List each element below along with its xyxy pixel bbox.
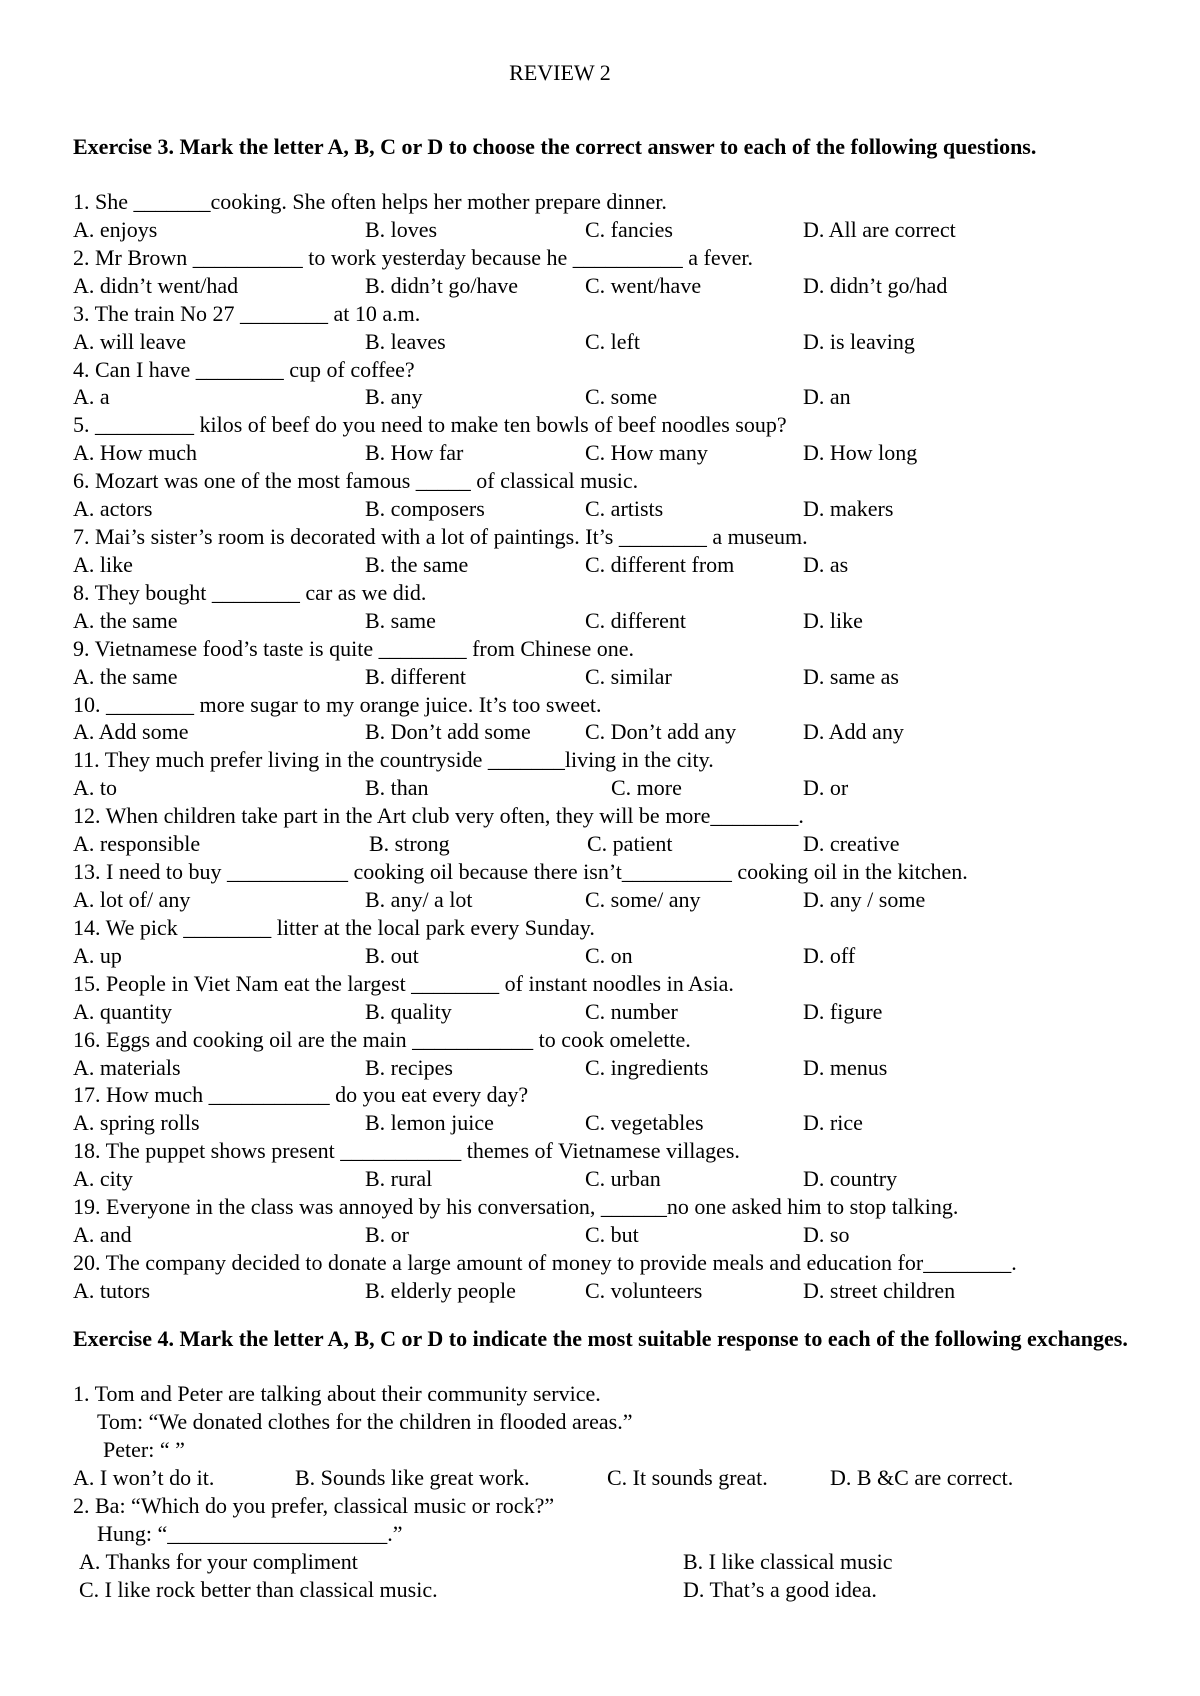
question-6: 6. Mozart was one of the most famous _____ of classical music. [73,468,639,494]
option-c[interactable]: C. fancies [585,216,673,242]
option-a[interactable]: A. tutors [73,1277,150,1303]
option-a[interactable]: A. and [73,1222,132,1248]
option-a[interactable]: A. quantity [73,998,172,1024]
page-title: REVIEW 2 [509,60,611,85]
option-a[interactable]: A. the same [73,607,178,633]
option-c[interactable]: C. number [585,998,678,1024]
option-c[interactable]: C. ingredients [585,1054,709,1080]
option-b[interactable]: B. out [365,942,419,968]
option-d[interactable]: D. B &C are correct. [830,1465,1014,1490]
option-d[interactable]: D. or [803,775,849,801]
option-b[interactable]: B. different [365,663,467,689]
question-2: 2. Mr Brown __________ to work yesterday because he __________ a fever. [73,244,754,270]
option-c[interactable]: C. but [585,1222,639,1248]
option-b[interactable]: B. same [365,607,436,633]
option-a[interactable]: A. spring rolls [73,1110,200,1136]
question-19-options [73,1221,1173,1249]
option-c[interactable]: C. I like rock better than classical music. [79,1577,438,1602]
option-a[interactable]: A. the same [73,663,178,689]
question-9: 9. Vietnamese food’s taste is quite ________ from Chinese one. [73,635,635,661]
question-2-options [73,272,1173,300]
question-5: 5. _________ kilos of beef do you need to make ten bowls of beef noodles soup? [73,412,787,438]
option-c[interactable]: C. Don’t add any [585,719,737,745]
question-17: 17. How much ___________ do you eat every day? [73,1082,529,1108]
ex4-q1-intro: 1. Tom and Peter are talking about their community service. [73,1381,601,1406]
option-a[interactable]: A. lot of/ any [73,887,191,912]
option-b[interactable]: B. any/ a lot [365,887,473,912]
option-a[interactable]: A. Thanks for your compliment [79,1549,358,1574]
option-c[interactable]: C. How many [585,440,708,466]
option-b[interactable]: B. or [365,1222,409,1248]
option-c[interactable]: C. different from [585,551,735,577]
option-b[interactable]: B. I like classical music [683,1549,893,1574]
ex4-q1-peter-line: Peter: “ ” [103,1437,185,1462]
question-8: 8. They bought ________ car as we did. [73,579,427,605]
option-a[interactable]: A. up [73,942,122,968]
option-b[interactable]: B. didn’t go/have [365,272,518,298]
option-d[interactable]: D. makers [803,496,894,522]
option-c[interactable]: C. vegetables [585,1110,704,1136]
option-a[interactable]: A. actors [73,496,153,522]
question-10-options [73,718,1173,746]
option-d[interactable]: D. Add any [803,719,904,745]
option-a[interactable]: A. city [73,1166,133,1192]
question-7-options [73,551,1173,579]
question-4-options [73,383,1173,411]
question-8-options [73,607,1173,635]
option-b[interactable]: B. lemon juice [365,1110,494,1136]
option-d[interactable]: D. same as [803,663,899,689]
option-b[interactable]: B. recipes [365,1054,453,1080]
question-7: 7. Mai’s sister’s room is decorated with a lot of paintings. It’s ________ a museum. [73,524,808,550]
ex4-q1-options [73,1464,1173,1492]
question-18: 18. The puppet shows present ___________ themes of Vietnamese villages. [73,1138,740,1164]
ex4-q1-tom-line: Tom: “We donated clothes for the children in flooded areas.” [97,1409,633,1434]
option-c[interactable]: C. left [585,328,640,354]
exercise-3-heading: Exercise 3. Mark the letter A, B, C or D to choose the correct answer to each of the following questions. [73,134,1037,159]
question-20: 20. The company decided to donate a large amount of money to provide meals and education for________. [73,1249,1017,1275]
option-a[interactable]: A. I won’t do it. [73,1465,215,1490]
option-b[interactable]: B. quality [365,998,452,1024]
option-d[interactable]: D. How long [803,440,918,466]
question-16: 16. Eggs and cooking oil are the main ___________ to cook omelette. [73,1026,691,1052]
ex4-q2-options-row-1 [73,1548,1173,1576]
option-b[interactable]: B. loves [365,216,438,242]
question-12: 12. When children take part in the Art club very often, they will be more________. [73,803,804,829]
option-d[interactable]: D. street children [803,1277,956,1303]
option-b[interactable]: B. leaves [365,328,446,354]
option-a[interactable]: A. a [73,384,110,410]
question-1-options [73,216,1173,244]
question-14-options [73,942,1173,970]
option-b[interactable]: B. elderly people [365,1277,516,1303]
option-c[interactable]: C. patient [587,831,673,857]
option-a[interactable]: A. will leave [73,328,187,354]
option-a[interactable]: A. responsible [73,831,201,857]
option-a[interactable]: A. Add some [73,719,189,745]
question-9-options [73,663,1173,691]
question-11-options [73,774,1173,802]
option-a[interactable]: A. to [73,775,117,801]
option-d[interactable]: D. is leaving [803,328,915,354]
option-c[interactable]: C. volunteers [585,1277,703,1303]
option-d[interactable]: D. creative [803,831,900,857]
option-b[interactable]: B. the same [365,551,469,577]
option-a[interactable]: A. materials [73,1054,181,1080]
question-1: 1. She _______cooking. She often helps her mother prepare dinner. [73,189,667,214]
option-d[interactable]: D. any / some [803,887,926,912]
option-b[interactable]: B. Sounds like great work. [295,1465,530,1490]
question-14: 14. We pick ________ litter at the local park every Sunday. [73,914,595,940]
question-4: 4. Can I have ________ cup of coffee? [73,356,415,382]
option-d[interactable]: D. rice [803,1110,863,1136]
option-d[interactable]: D. as [803,551,849,577]
option-c[interactable]: C. different [585,607,687,633]
option-c[interactable]: C. some/ any [585,887,701,912]
option-d[interactable]: D. so [803,1222,850,1248]
option-c[interactable]: C. similar [585,663,672,689]
question-12-options [73,830,1173,858]
option-d[interactable]: D. an [803,384,851,410]
option-c[interactable]: C. on [585,942,633,968]
ex4-q2-hung-line: Hung: “____________________.” [97,1521,403,1546]
option-b[interactable]: B. rural [365,1166,433,1192]
option-b[interactable]: B. How far [365,440,464,466]
ex4-q2-intro: 2. Ba: “Which do you prefer, classical music or rock?” [73,1493,555,1518]
option-d[interactable]: D. country [803,1166,898,1192]
question-11: 11. They much prefer living in the countryside _______living in the city. [73,747,714,773]
option-a[interactable]: A. enjoys [73,216,158,242]
question-15: 15. People in Viet Nam eat the largest ________ of instant noodles in Asia. [73,970,734,996]
option-c[interactable]: C. urban [585,1166,661,1192]
question-3-options [73,328,1173,356]
option-a[interactable]: A. How much [73,440,198,466]
question-3: 3. The train No 27 ________ at 10 a.m. [73,300,421,326]
question-15-options [73,998,1173,1026]
option-d[interactable]: D. figure [803,998,883,1024]
ex4-q2-options-row-2 [73,1576,1173,1604]
option-b[interactable]: B. strong [369,831,450,857]
option-c[interactable]: C. artists [585,496,664,522]
question-19: 19. Everyone in the class was annoyed by his conversation, ______no one asked him to stop talking. [73,1194,959,1220]
question-6-options [73,495,1173,523]
option-d[interactable]: D. All are correct [803,216,956,242]
option-b[interactable]: B. Don’t add some [365,719,531,745]
option-c[interactable]: C. went/have [585,272,702,298]
option-d[interactable]: D. didn’t go/had [803,272,948,298]
question-13: 13. I need to buy ___________ cooking oil because there isn’t__________ cooking oil in the kitchen. [73,859,968,885]
question-16-options [73,1054,1173,1082]
option-a[interactable]: A. didn’t went/had [73,272,239,298]
question-13-options [73,886,1173,914]
option-a[interactable]: A. like [73,551,133,577]
option-b[interactable]: B. composers [365,496,485,522]
question-17-options [73,1109,1173,1137]
question-18-options [73,1165,1173,1193]
option-d[interactable]: D. That’s a good idea. [683,1577,877,1602]
option-b[interactable]: B. than [365,775,429,801]
option-d[interactable]: D. menus [803,1054,888,1080]
option-b[interactable]: B. any [365,384,423,410]
question-20-options [73,1277,1173,1305]
option-d[interactable]: D. off [803,942,856,968]
question-5-options [73,439,1173,467]
question-10: 10. ________ more sugar to my orange juice. It’s too sweet. [73,691,602,717]
option-c[interactable]: C. It sounds great. [607,1465,768,1490]
exercise-4-heading: Exercise 4. Mark the letter A, B, C or D to indicate the most suitable response to each of the following exchanges. [73,1326,1128,1351]
option-c[interactable]: C. some [585,384,658,410]
option-d[interactable]: D. like [803,607,863,633]
option-c[interactable]: C. more [611,775,682,801]
